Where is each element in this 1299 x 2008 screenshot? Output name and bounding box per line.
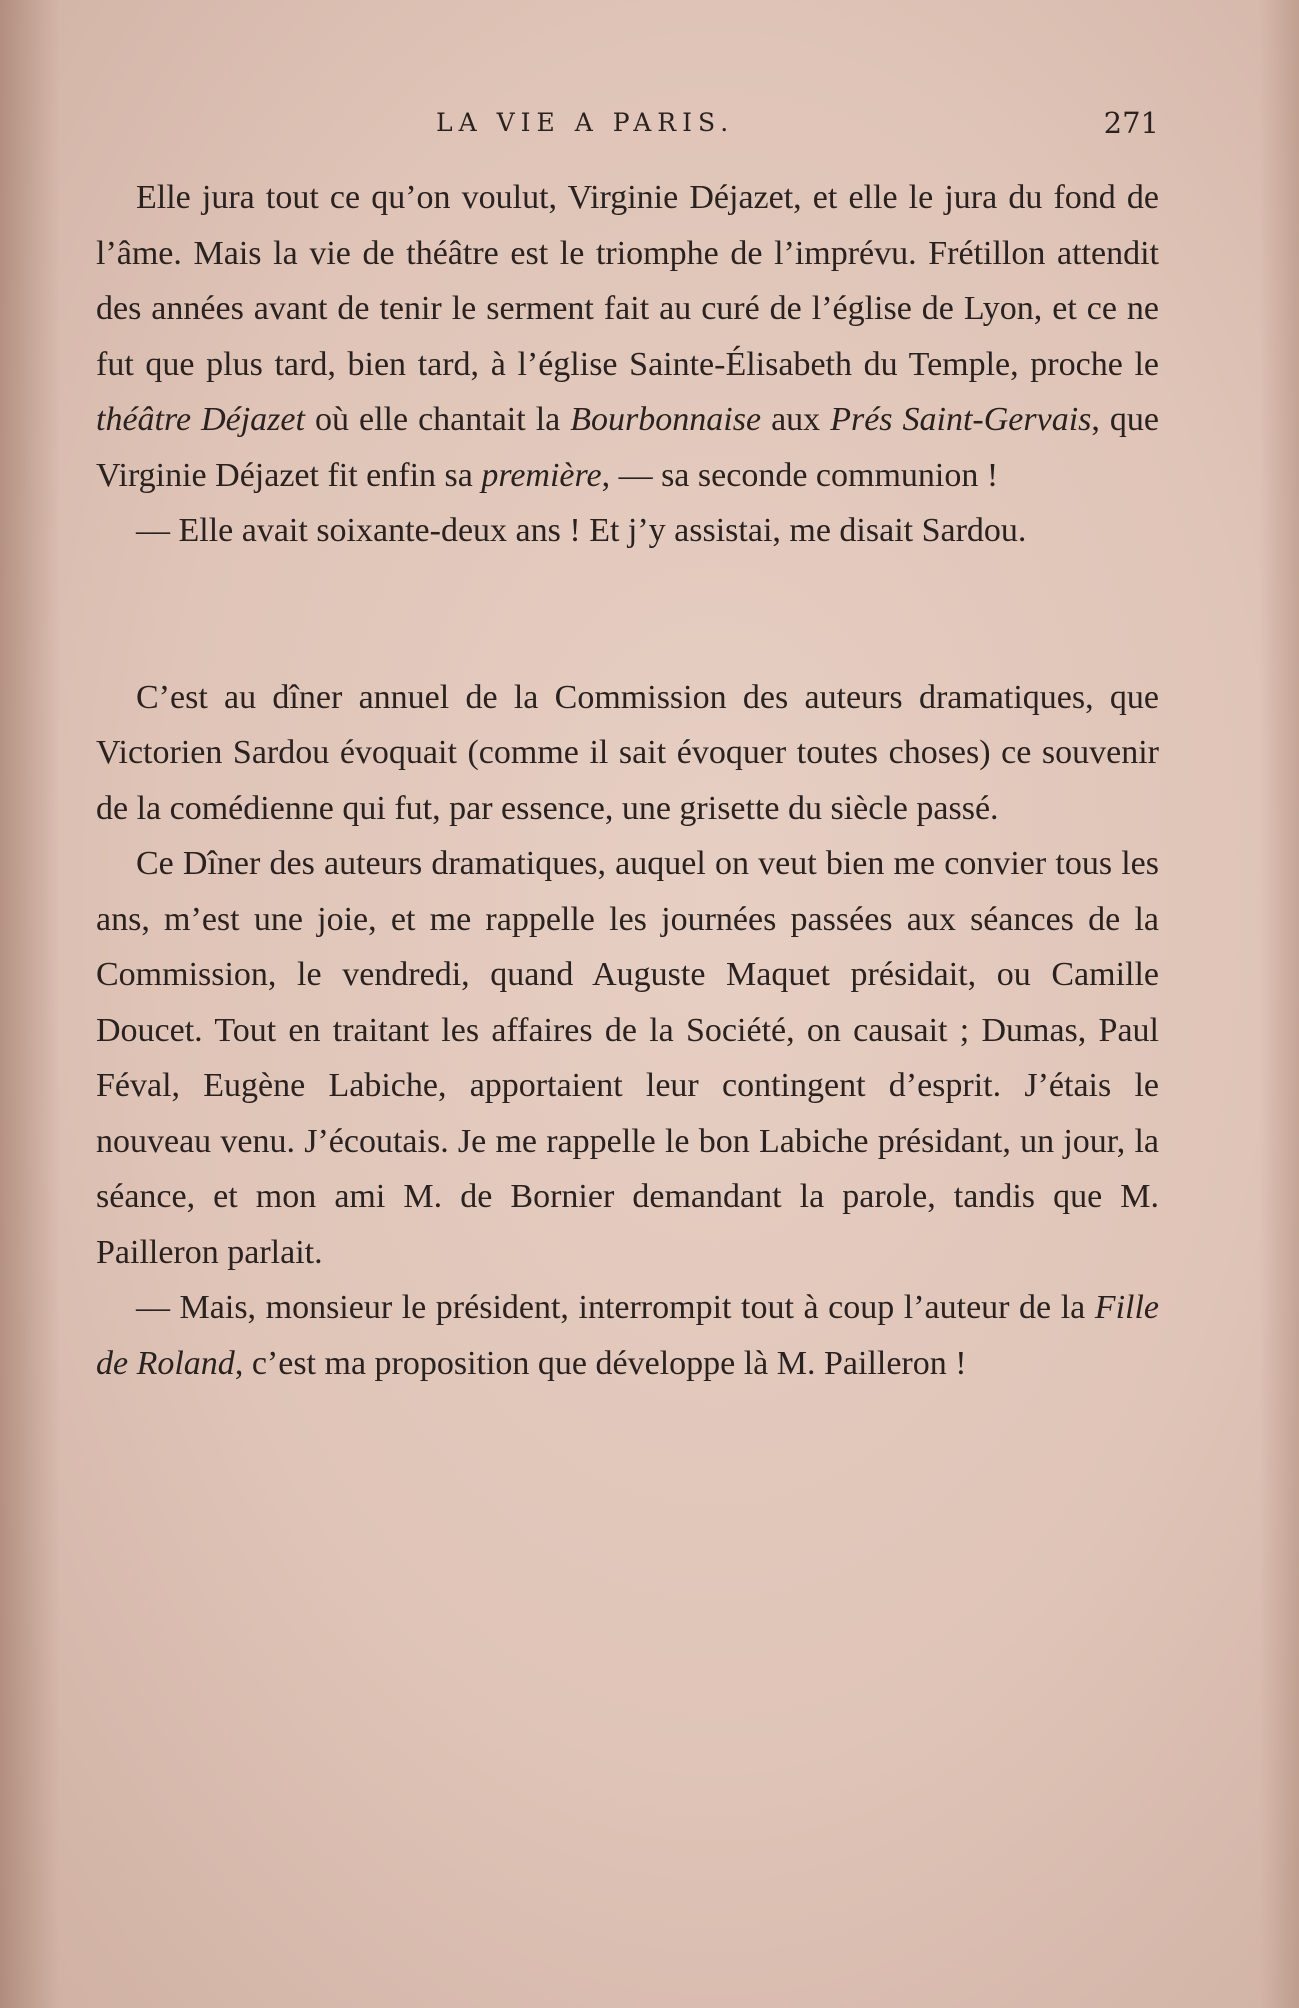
paragraph-1-text-a: Elle jura tout ce qu’on voulut, Virginie Déjazet, et elle le jura du fond de l’âme. Mais la vie de théâtre est le triomphe de l’imprévu. Frétillon attendit des années avant de tenir le serment fait au curé de l’église de Lyon, et ce ne fut que plus tard, bien tard, à l’église Sainte-Élisabeth du Temple, proche le [96,179,1159,383]
paragraph-1-text-e: , — sa seconde communion ! [601,456,999,494]
paragraph-1-text-b: où elle chantait la [304,401,571,438]
paragraph-5-text-a: — Mais, monsieur le président, interrompit tout à coup l’auteur de la [136,1289,1095,1326]
paragraph-1-italic-bourbonnaise: Bourbonnaise [570,401,762,438]
paragraph-4: Ce Dîner des auteurs dramatiques, auquel on veut bien me convier tous les ans, m’est une joie, et me rappelle les journées passées aux séances de la Commission, le vendredi, quand Auguste Maquet présidait, ou Camille Doucet. Tout en traitant les affaires de la Société, on causait ; Dumas, Paul Féval, Eugène Labiche, apportaient leur contingent d’esprit. J’étais le nouveau venu. J’écoutais. Je me rappelle le bon Labiche présidant, un jour, la séance, et mon ami M. de Bornier demandant la parole, tandis que M. Pailleron parlait. [96,845,1159,1271]
paragraph-5-italic-fille-de-roland: Fille de Roland [96,1289,1159,1382]
paragraph-1-italic-pres: Prés Saint-Gervais [830,401,1092,438]
page-header [96,108,1159,148]
body-text [96,170,1159,1391]
paragraph-5 [96,1280,1159,1391]
page-number: 271 [1103,106,1159,140]
page-shadow-right [1259,0,1299,2008]
running-title: LA VIE A PARIS. [436,108,735,137]
paragraph-1-italic-premiere: première [481,456,602,494]
paragraph-3: C’est au dîner annuel de la Commission des auteurs dramatiques, que Victorien Sardou évoquait (comme il sait évoquer toutes choses) ce souvenir de la comédienne qui fut, par essence, une grisette du siècle passé. [96,678,1159,827]
paragraph-1-text-c: aux [761,401,831,438]
paragraph-5-text-b: , c’est ma proposition que développe là M. Pailleron ! [234,1344,967,1382]
paragraph-1-italic-theatre: théâtre Déjazet [96,401,305,438]
paragraph-1-text-d: , que Virginie Déjazet fit enfin sa [96,401,1160,494]
paragraph-2: — Elle avait soixante-deux ans ! Et j’y assistai, me disait Sardou. [136,512,1027,549]
page-shadow-left [0,0,60,2008]
section-break [96,559,1159,670]
paragraph-1 [96,170,1159,503]
